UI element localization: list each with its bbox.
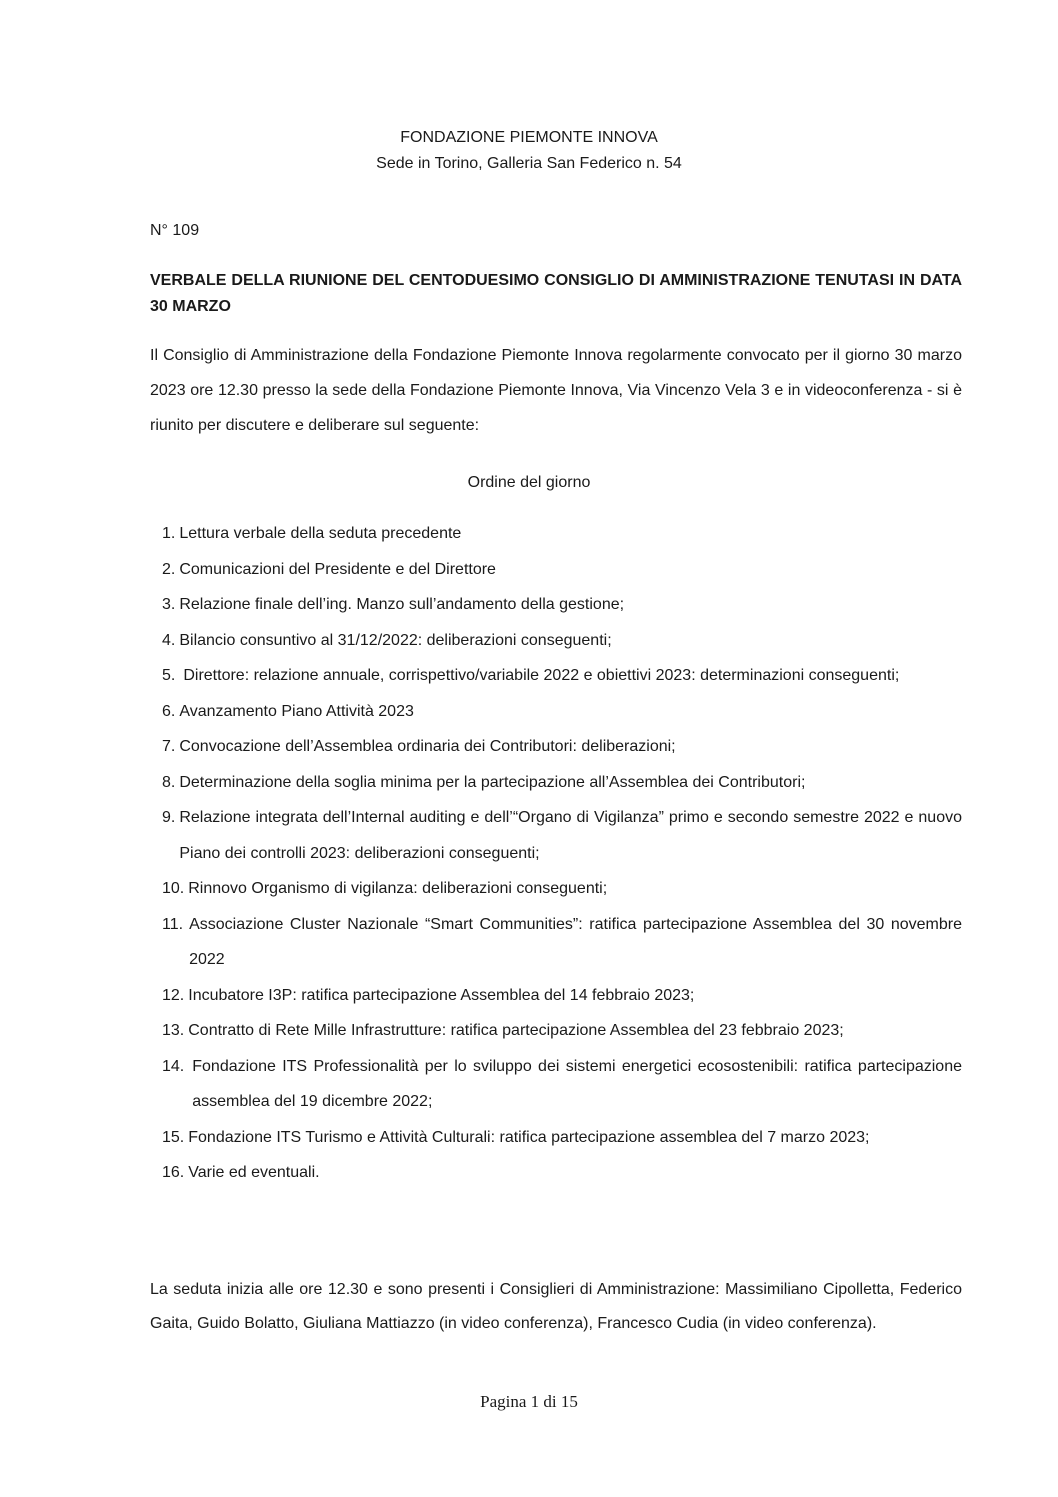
agenda-item-number: 2. <box>162 560 176 578</box>
agenda-item <box>150 694 962 730</box>
agenda-item <box>150 800 962 871</box>
agenda-item-number: 11. <box>162 915 184 933</box>
minutes-number: N° 109 <box>150 222 200 239</box>
agenda-item-text: Avanzamento Piano Attività 2023 <box>179 702 414 720</box>
agenda-item <box>150 907 962 978</box>
organization-address: Sede in Torino, Galleria San Federico n. 54 <box>376 155 682 172</box>
agenda-item-text: Comunicazioni del Presidente e del Direttore <box>179 560 496 578</box>
agenda-item-text: Direttore: relazione annuale, corrispettivo/variabile 2022 e obiettivi 2023: determinazioni conseguenti; <box>183 667 900 684</box>
agenda-item <box>150 587 962 623</box>
page-number-footer: Pagina 1 di 15 <box>480 1392 578 1411</box>
document-header <box>0 125 1058 177</box>
agenda-item-number: 16. <box>162 1164 185 1181</box>
intro-paragraph: Il Consiglio di Amministrazione della Fondazione Piemonte Innova regolarmente convocato per il giorno 30 marzo 2023 ore 12.30 presso la sede della Fondazione Piemonte Innova, Via Vincenzo Vela 3 e in videoconferenza - si è riunito per discutere e deliberare sul seguente: <box>150 347 962 434</box>
agenda-item-number: 4. <box>162 631 176 649</box>
agenda-item-text: Bilancio consuntivo al 31/12/2022: deliberazioni conseguenti; <box>179 631 612 649</box>
agenda-item-text: Relazione finale dell’ing. Manzo sull’andamento della gestione; <box>179 596 625 613</box>
agenda-item-text: Fondazione ITS Turismo e Attività Culturali: ratifica partecipazione assemblea del 7 marzo 2023; <box>188 1128 870 1146</box>
agenda-list <box>150 516 962 1191</box>
agenda-item-text: Rinnovo Organismo di vigilanza: deliberazioni conseguenti; <box>188 880 608 897</box>
agenda-item <box>150 871 962 907</box>
agenda-item-number: 5. <box>162 667 176 684</box>
minutes-title: VERBALE DELLA RIUNIONE DEL CENTODUESIMO CONSIGLIO DI AMMINISTRAZIONE TENUTASI IN DATA 30 MARZO <box>150 272 962 315</box>
agenda-item-text: Incubatore I3P: ratifica partecipazione Assemblea del 14 febbraio 2023; <box>188 986 695 1004</box>
agenda-item-number: 12. <box>162 986 185 1004</box>
agenda-item <box>150 765 962 801</box>
agenda-item-number: 14. <box>162 1057 185 1075</box>
agenda-item-text: Relazione integrata dell’Internal auditing e dell’“Organo di Vigilanza” primo e secondo semestre 2022 e nuovo Piano dei controlli 2023: deliberazioni conseguenti; <box>179 809 962 862</box>
closing-paragraph: La seduta inizia alle ore 12.30 e sono presenti i Consiglieri di Amministrazione: Massimiliano Cipolletta, Federico Gaita, Guido Bolatto, Giuliana Mattiazzo (in video conferenza), Francesco Cudia (in video conferenza). <box>150 1281 962 1332</box>
agenda-item-text: Determinazione della soglia minima per la partecipazione all’Assemblea dei Contributori; <box>179 773 806 791</box>
agenda-item <box>150 516 962 552</box>
agenda-item-number: 7. <box>162 738 176 755</box>
agenda-item-number: 15. <box>162 1128 185 1146</box>
agenda-item-number: 8. <box>162 773 176 791</box>
agenda-item-number: 10. <box>162 880 185 897</box>
agenda-item-text: Varie ed eventuali. <box>188 1164 320 1181</box>
agenda-title: Ordine del giorno <box>467 474 591 491</box>
organization-name: FONDAZIONE PIEMONTE INNOVA <box>400 129 658 146</box>
agenda-item <box>150 1013 962 1049</box>
agenda-item-text: Fondazione ITS Professionalità per lo sviluppo dei sistemi energetici ecosostenibili: ratifica partecipazione assemblea del 19 dicembre 2022; <box>192 1057 962 1110</box>
agenda-item <box>150 1049 962 1120</box>
agenda-item-number: 6. <box>162 702 176 720</box>
agenda-item-text: Associazione Cluster Nazionale “Smart Communities”: ratifica partecipazione Assemblea del 30 novembre 2022 <box>189 915 962 968</box>
agenda-item-number: 3. <box>162 596 176 613</box>
agenda-item-number: 13. <box>162 1022 185 1039</box>
agenda-item <box>150 658 962 694</box>
agenda-item-number: 1. <box>162 525 176 542</box>
agenda-item <box>150 978 962 1014</box>
agenda-item-text: Convocazione dell’Assemblea ordinaria dei Contributori: deliberazioni; <box>179 738 676 755</box>
agenda-item <box>150 729 962 765</box>
agenda-item <box>150 552 962 588</box>
agenda-item-text: Lettura verbale della seduta precedente <box>179 525 462 542</box>
agenda-item <box>150 1155 962 1191</box>
agenda-item <box>150 1120 962 1156</box>
agenda-item-text: Contratto di Rete Mille Infrastrutture: ratifica partecipazione Assemblea del 23 febbraio 2023; <box>188 1022 844 1039</box>
agenda-item <box>150 623 962 659</box>
agenda-item-number: 9. <box>162 809 176 826</box>
